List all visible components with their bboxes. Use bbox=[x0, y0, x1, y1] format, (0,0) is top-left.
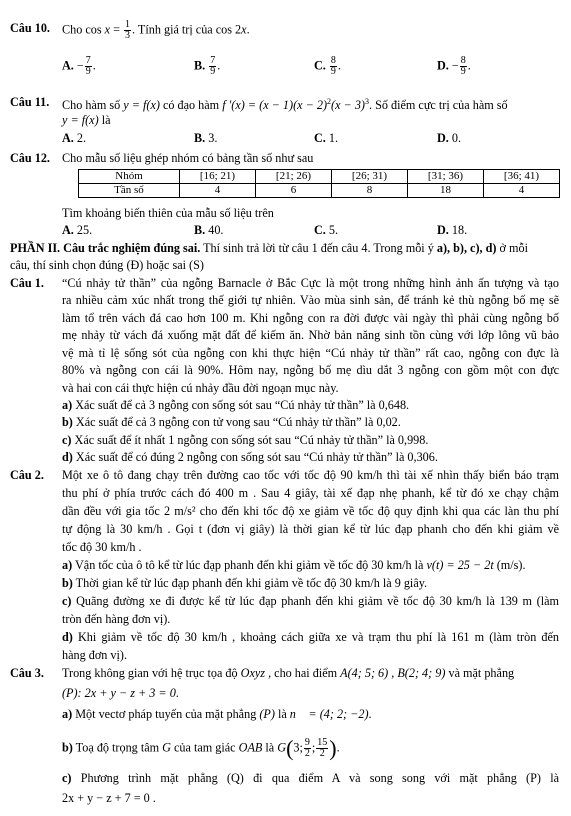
table-cell: [16; 21) bbox=[180, 170, 256, 184]
statement-c[interactable]: c) Quãng đường xe đi được kể từ lúc đạp phanh đến khi giảm về tốc độ 30 km/h là 139 m (làm bbox=[62, 594, 559, 608]
question-label: Câu 10. bbox=[10, 21, 50, 35]
table-cell: [21; 26) bbox=[256, 170, 332, 184]
table-cell: 4 bbox=[180, 184, 256, 198]
statement-b[interactable]: b) Xác suất để cả 3 ngỗng con tử vong sau “Cú nhảy tử thần” là 0,02. bbox=[62, 415, 401, 429]
question-11-stem-2: y = f(x) là bbox=[62, 113, 111, 127]
paragraph-line: 80% và ngỗng con cái là 90%. Hôm nay, ngỗng bố mẹ dìu dắt 3 ngỗng con gồm một con đực bbox=[62, 363, 559, 377]
statement-c[interactable]: c) Xác suất để ít nhất 1 ngỗng con sống sót sau “Cú nhảy tử thần” là 0,998. bbox=[62, 433, 429, 447]
option-b[interactable]: B. $\frac{7}{9}$ . bbox=[194, 55, 221, 77]
paragraph-line: làm tổ trên vách đá cao hơn 100 m. Khi ngỗng con ra đời được vài ngày thì phải cùng ngỗng bố bbox=[62, 311, 559, 325]
question-10-stem: Cho cos x = $\frac{1}{3}$ . Tính giá trị của cos 2x. bbox=[62, 19, 250, 41]
option-b[interactable]: B. 3. bbox=[194, 131, 218, 145]
question-label: Câu 12. bbox=[10, 151, 50, 165]
option-c[interactable]: C. 1. bbox=[314, 131, 339, 145]
table-cell: 8 bbox=[332, 184, 408, 198]
statement-c-cont: tròn đến hàng đơn vị). bbox=[62, 612, 171, 626]
table-cell: [31; 36) bbox=[408, 170, 484, 184]
paragraph-line: Một xe ô tô đang chạy trên đường cao tốc với tốc độ 90 km/h thì tài xế nhìn thấy biển báo trạm bbox=[62, 468, 559, 482]
question-label: Câu 11. bbox=[10, 95, 50, 109]
question-label: Câu 3. bbox=[10, 666, 44, 680]
plane-equation: (P): 2x + y − z + 3 = 0. bbox=[62, 686, 179, 700]
statement-c[interactable]: c) Phương trình mặt phẳng (Q) đi qua điểm A và song song với mặt phẳng (P) là bbox=[62, 771, 559, 785]
option-c[interactable]: C. 5. bbox=[314, 223, 339, 237]
option-b[interactable]: B. 40. bbox=[194, 223, 224, 237]
table-header: Nhóm bbox=[79, 170, 180, 184]
question-11-stem: Cho hàm số y = f(x) có đạo hàm f $'(x) = (x - 1)(x - 2)^2(x - 3)^3$. Số điểm cực trị của hàm số bbox=[62, 97, 508, 113]
table-cell: [36; 41) bbox=[484, 170, 560, 184]
statement-c-cont: 2x + y − z + 7 = 0 . bbox=[62, 791, 156, 805]
table-cell: [26; 31) bbox=[332, 170, 408, 184]
table-cell: 4 bbox=[484, 184, 560, 198]
paragraph-line: thu phí ở phía trước cách đó 400 m . Sau 4 giây, tài xế đạp nhẹ phanh, kể từ đó xe chạy chậm bbox=[62, 486, 559, 500]
frequency-table bbox=[78, 169, 560, 198]
paragraph-line: và hai con cái thực hiện cú nhảy đầu đời ngoạn mục này. bbox=[62, 381, 339, 395]
statement-a[interactable]: a) Xác suất để cả 3 ngỗng con sống sót sau “Cú nhảy tử thần” là 0,648. bbox=[62, 398, 410, 412]
option-a[interactable]: A. − $\frac{7}{9}$ . bbox=[62, 55, 96, 77]
statement-b[interactable]: b) Thời gian kể từ lúc đạp phanh đến khi giảm về tốc độ 30 km/h là 9 giây. bbox=[62, 576, 428, 590]
statement-d[interactable]: d) Khi giảm về tốc độ 30 km/h , khoảng cách giữa xe và trạm thu phí là 161 m (làm tròn đến bbox=[62, 630, 559, 644]
table-row bbox=[79, 170, 560, 184]
option-a[interactable]: A. 2. bbox=[62, 131, 87, 145]
statement-d-cont: hàng đơn vị). bbox=[62, 648, 128, 662]
table-cell: 18 bbox=[408, 184, 484, 198]
option-d[interactable]: D. 18. bbox=[437, 223, 468, 237]
table-header: Tần số bbox=[79, 184, 180, 198]
paragraph-line: dần đều với gia tốc 2 m/s² cho đến khi tốc độ xe giảm về tốc độ quy định khi qua các làn thu phí bbox=[62, 504, 559, 518]
part-2-instructions: câu, thí sinh chọn đúng (Đ) hoặc sai (S) bbox=[10, 258, 204, 272]
paragraph-line: vệ mà tỉ lệ sống sót của ngỗng con khi thực hiện “Cú nhảy tử thần” rất cao, ngỗng con đực là bbox=[62, 346, 559, 360]
part-2-heading: PHẦN II. Câu trắc nghiệm đúng sai. Thí sinh trả lời từ câu 1 đến câu 4. Trong mỗi ý a), b), c), d) ở mỗi bbox=[10, 241, 528, 255]
question-12-intro: Cho mẫu số liệu ghép nhóm có bảng tần số như sau bbox=[62, 151, 314, 165]
table-cell: 6 bbox=[256, 184, 332, 198]
paragraph-line: mẹ nhảy từ vách đá xuống mặt đất để kiếm ăn. Nhờ bản năng sinh tồn cùng với lớp lông vũ bảo bbox=[62, 328, 559, 342]
option-d[interactable]: D. 0. bbox=[437, 131, 462, 145]
statement-b[interactable]: b) Toạ độ trọng tâm G của tam giác OAB là G(3; $\frac{9}{2}$ ; $\frac{15}{2}$ ). bbox=[62, 735, 340, 761]
paragraph-line: ra nhiều cảm xúc nhất trong thế giới tự nhiên. Vào mùa sinh sản, để tránh kẻ thù ngỗng bố mẹ sẽ bbox=[62, 293, 559, 307]
paragraph-line: tốc độ 30 km/h . bbox=[62, 540, 142, 554]
statement-a[interactable]: a) Vận tốc của ô tô kể từ lúc đạp phanh đến khi giảm về tốc độ 30 km/h là v(t) = 25 − 2t (m/s). bbox=[62, 558, 526, 572]
option-a[interactable]: A. 25. bbox=[62, 223, 93, 237]
question-3-stem: Trong không gian với hệ trục tọa độ Oxyz , cho hai điểm A(4; 5; 6) , B(2; 4; 9) và mặt phẳng bbox=[62, 666, 515, 680]
question-label: Câu 2. bbox=[10, 468, 44, 482]
statement-d[interactable]: d) Xác suất để có đúng 2 ngỗng con sống sót sau “Cú nhảy tử thần” là 0,306. bbox=[62, 450, 438, 464]
question-label: Câu 1. bbox=[10, 276, 44, 290]
fraction: $\frac{1}{3}$ bbox=[125, 19, 131, 41]
table-row bbox=[79, 184, 560, 198]
paragraph-line: “Cú nhảy tử thần” của ngỗng Barnacle ở Bắc Cực là một trong những hình ảnh ấn tượng và tạo bbox=[62, 276, 559, 290]
question-12-prompt: Tìm khoảng biến thiên của mẫu số liệu trên bbox=[62, 206, 274, 220]
statement-a[interactable]: a) Một vectơ pháp tuyến của mặt phẳng (P) là n⃗ = (4; 2; −2). bbox=[62, 707, 372, 721]
option-c[interactable]: C. $\frac{8}{9}$ . bbox=[314, 55, 341, 77]
paragraph-line: tự động là 30 km/h . Gọi t (đơn vị giây) là thời gian kể từ lúc đạp phanh cho đến khi giảm về bbox=[62, 522, 559, 536]
option-d[interactable]: D. − $\frac{8}{9}$ . bbox=[437, 55, 471, 77]
question-10 bbox=[10, 20, 50, 36]
